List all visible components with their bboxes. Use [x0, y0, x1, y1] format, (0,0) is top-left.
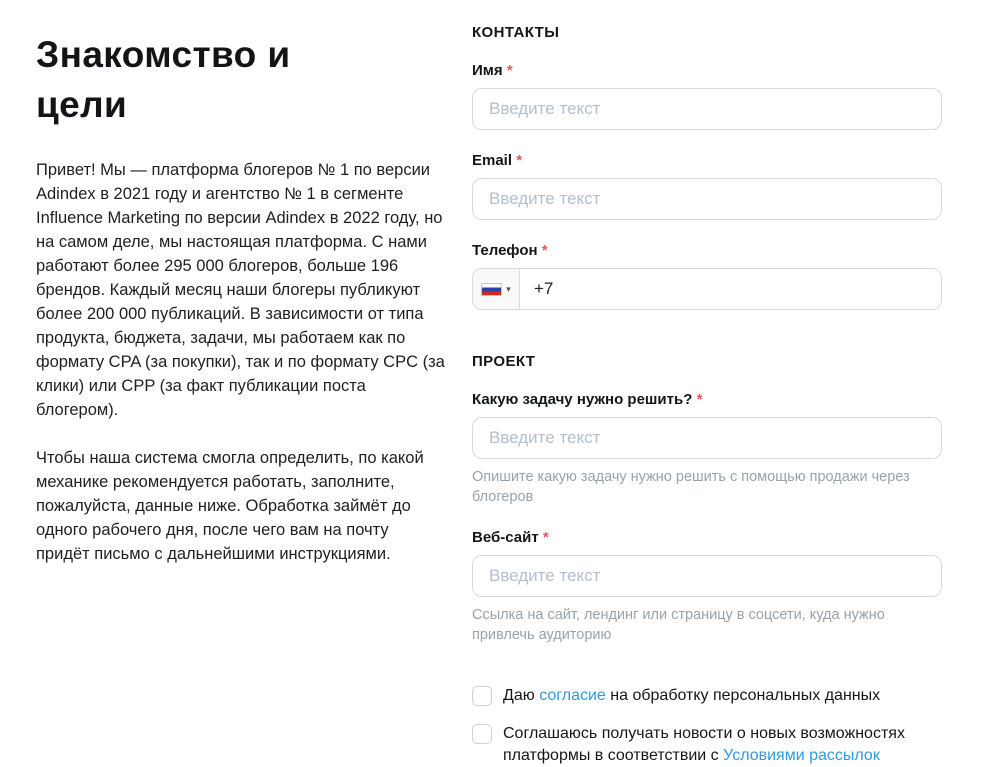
task-input[interactable] [472, 417, 942, 459]
country-code-selector[interactable] [473, 269, 520, 309]
website-field-group [472, 529, 942, 645]
russia-flag-icon [481, 283, 502, 296]
required-asterisk: * [541, 242, 548, 259]
task-label [472, 391, 942, 408]
email-label-text: Email [472, 152, 513, 169]
chevron-down-icon: ▾ [506, 283, 511, 294]
consent-checkbox[interactable] [472, 686, 492, 706]
phone-label [472, 242, 942, 259]
email-field-group [472, 152, 942, 220]
name-label [472, 62, 942, 79]
phone-input[interactable] [520, 269, 941, 309]
required-asterisk: * [542, 529, 549, 546]
website-label-text: Веб-сайт [472, 529, 539, 546]
website-input[interactable] [472, 555, 942, 597]
newsletter-text-before: Соглашаюсь получать новости о новых возможностях платформы в соответствии с [503, 725, 905, 764]
website-hint: Ссылка на сайт, лендинг или страницу в соцсети, куда нужно привлечь аудиторию [472, 607, 885, 643]
section-title-contacts: КОНТАКТЫ [472, 24, 560, 41]
phone-field-group [472, 242, 942, 310]
intro-column [0, 0, 446, 728]
required-asterisk: * [696, 391, 703, 408]
newsletter-checkbox[interactable] [472, 724, 492, 744]
intro-paragraph: Привет! Мы — платформа блогеров № 1 по версии Adindex в 2021 году и агентство № 1 в сегменте Influence Marketing по версии Adindex в 2022 году, но на самом деле, мы настоящая платформа. С нами работают более 295 000 блогеров, больше 196 брендов. Каждый месяц наши блогеры публикуют более 200 000 публикаций. В зависимости от типа продукта, бюджета, задачи, мы работаем как по формату CPA (за покупки), так и по формату CPC (за клики) или CPP (за факт публикации поста блогером). [36, 161, 445, 419]
newsletter-checkbox-row[interactable] [472, 723, 942, 767]
task-label-text: Какую задачу нужно решить? [472, 391, 693, 408]
form-column [472, 0, 942, 764]
website-label [472, 529, 942, 546]
newsletter-terms-link[interactable]: Условиями рассылок [723, 747, 880, 764]
checkbox-area [472, 685, 942, 767]
consent-link[interactable]: согласие [539, 687, 606, 704]
email-label [472, 152, 942, 169]
email-input[interactable] [472, 178, 942, 220]
task-field-group [472, 391, 942, 507]
consent-text-after: на обработку персональных данных [605, 687, 881, 704]
phone-input-box [472, 268, 942, 310]
required-asterisk: * [506, 62, 513, 79]
consent-text-before: Даю [503, 687, 540, 704]
name-input[interactable] [472, 88, 942, 130]
note-paragraph: Чтобы наша система смогла определить, по какой механике рекомендуется работать, заполните, пожалуйста, данные ниже. Обработка займёт до одного рабочего дня, после чего вам на почту придёт письмо с дальнейшими инструкциями. [36, 449, 424, 563]
phone-label-text: Телефон [472, 242, 538, 259]
consent-label [503, 685, 880, 707]
consent-checkbox-row[interactable] [472, 685, 942, 707]
newsletter-label [503, 723, 942, 767]
task-hint: Опишите какую задачу нужно решить с помощью продажи через блогеров [472, 469, 910, 505]
required-asterisk: * [516, 152, 523, 169]
page-title: Знакомство и цели [36, 34, 291, 125]
section-title-project: ПРОЕКТ [472, 353, 536, 370]
name-label-text: Имя [472, 62, 503, 79]
name-field-group [472, 62, 942, 130]
